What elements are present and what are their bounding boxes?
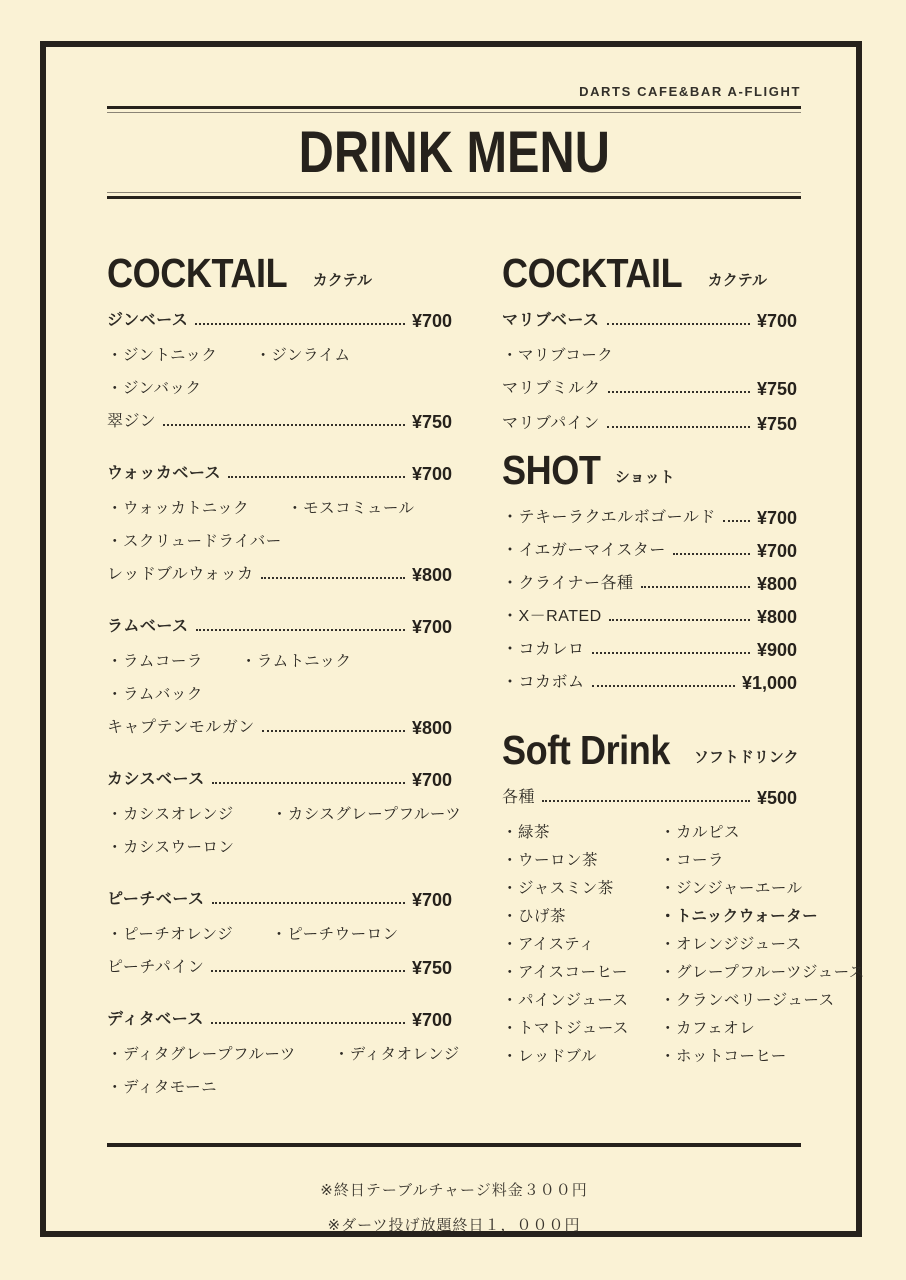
item-label: カシスベース [107,770,205,788]
section-title: Soft Drink [502,726,670,773]
footer-notes [107,1173,801,1243]
item-price: ¥700 [411,769,452,790]
section-heading [502,446,797,493]
dotted-leader [228,476,405,478]
soft-drink-pair-row [502,822,797,843]
dotted-leader [641,586,750,588]
menu-item-row [502,639,797,661]
item-label: ピーチベース [107,890,205,908]
soft-drink-item: ・ひげ茶 [502,907,567,925]
variant-item: ・ジントニック [107,346,218,364]
section-heading [502,249,797,296]
soft-drink-pair-row [502,1046,797,1067]
brand-name: DARTS CAFE&BAR A-FLIGHT [579,84,801,99]
section-heading [107,249,452,296]
item-label: ラムベース [107,617,189,635]
soft-drink-pair-row [502,990,835,1011]
item-price: ¥750 [756,413,797,434]
menu-item-row [107,717,452,739]
section-subtitle: カクテル [707,271,768,289]
menu-item-row [502,413,797,435]
item-label: ウォッカベース [107,464,222,482]
variant-item: ・ピーチオレンジ [107,925,234,943]
dotted-leader [592,652,750,654]
variant-item: ・ピーチウーロン [271,925,399,943]
menu-item-row [502,507,797,529]
soft-drink-item: ・トニックウォーター [660,907,819,925]
variant-item: ・カシスウーロン [107,838,235,856]
section-title: COCKTAIL [107,249,288,296]
variant-row [107,378,452,400]
section-cocktail-right [502,249,797,435]
soft-drink-pair-row [502,878,803,899]
item-price: ¥500 [756,787,797,808]
dotted-leader [262,730,405,732]
menu-item-row [107,616,452,638]
item-label: ・クライナー各種 [502,574,634,592]
footer-note: ※ダーツ投げ放題終日１，０００円 [327,1217,581,1234]
soft-drink-pair-row [502,934,802,955]
menu-column-left [107,249,462,1110]
item-label: ピーチパイン [107,958,205,976]
item-price: ¥750 [411,957,452,978]
soft-drink-item: ・レッドブル [502,1047,597,1065]
menu-block [107,769,462,859]
soft-drink-item: ・クランベリージュース [660,991,835,1009]
soft-drink-item: ・ウーロン茶 [502,851,599,869]
menu-item-row [107,769,452,791]
item-label: ・イエガーマイスター [502,541,666,559]
menu-item-row [502,672,797,694]
menu-item-row [502,540,797,562]
item-price: ¥900 [756,639,797,660]
item-price: ¥800 [756,606,797,627]
menu-item-row [502,606,797,628]
rule-thick-line [107,196,801,199]
soft-drink-item: ・カルピス [660,823,741,841]
menu-header [107,84,801,199]
item-price: ¥700 [411,889,452,910]
soft-drink-pair-row [502,962,865,983]
menu-block [107,616,452,739]
soft-drink-item: ・パインジュース [502,991,629,1009]
menu-content [107,84,865,1110]
variant-row [107,651,452,673]
section-subtitle: ソフトドリンク [693,748,799,766]
variant-item: ・ラムバック [107,685,203,703]
section-title: COCKTAIL [502,249,683,296]
soft-drink-item: ・コーラ [660,851,725,869]
variant-item: ・ラムトニック [240,652,352,670]
item-label: ・コカボム [502,673,585,691]
item-label: ディタベース [107,1010,204,1028]
item-label: マリブパイン [502,414,600,432]
item-label: ・X－RATED [502,607,602,625]
soft-drink-item: ・ジャスミン茶 [502,879,614,897]
variant-item: ・ジンライム [255,346,351,364]
soft-drink-item: ・緑茶 [502,823,551,841]
item-label: ジンベース [107,311,189,329]
variant-item: ・ディタオレンジ [333,1045,460,1063]
section-subtitle: カクテル [312,271,373,289]
soft-drink-item: ・トマトジュース [502,1019,629,1037]
menu-item-row [107,564,452,586]
dotted-leader [211,1022,405,1024]
variant-row [107,837,452,859]
item-price: ¥700 [756,507,797,528]
section-cocktail-left [107,249,462,1099]
item-price: ¥800 [756,573,797,594]
soft-drink-pair-row [502,850,797,871]
menu-item-row [107,411,452,433]
rule-thin-line [107,112,801,113]
soft-drink-item: ・カフェオレ [660,1019,756,1037]
menu-block [107,310,452,433]
footer-rule [107,1143,801,1147]
dotted-leader [608,391,750,393]
soft-drink-item: ・アイスティ [502,935,595,953]
dotted-leader [609,619,750,621]
item-price: ¥700 [411,616,452,637]
header-double-rule-top [107,106,801,113]
menu-block [502,787,865,1067]
variant-row [107,345,452,367]
menu-columns [107,249,865,1110]
variant-item: ・ラムコーラ [107,652,203,670]
item-label: ・コカレロ [502,640,585,658]
menu-item-row [107,889,452,911]
item-label: キャプテンモルガン [107,718,255,736]
dotted-leader [607,323,750,325]
page-title: DRINK MENU [298,120,610,185]
header-double-rule-bottom [107,192,801,199]
menu-item-row [502,573,797,595]
dotted-leader [195,323,405,325]
variant-item: ・ジンバック [107,379,202,397]
item-label: マリブベース [502,311,600,329]
menu-item-row [107,957,452,979]
section-soft [502,726,865,1067]
item-label: レッドブルウォッカ [107,565,254,583]
item-label: 翠ジン [107,412,157,430]
item-price: ¥750 [756,378,797,399]
item-price: ¥800 [411,717,452,738]
menu-block [107,463,452,586]
dotted-leader [607,426,750,428]
menu-item-row [502,310,797,332]
menu-block [502,507,797,694]
variant-item: ・カシスオレンジ [107,805,234,823]
menu-block [107,1009,460,1099]
soft-drink-item: ・アイスコーヒー [502,963,628,981]
dotted-leader [261,577,405,579]
variant-row [502,345,797,367]
menu-item-row [107,463,452,485]
dotted-leader [723,520,750,522]
item-price: ¥700 [411,1009,452,1030]
soft-drink-pair-row [502,1018,797,1039]
item-label: 各種 [502,788,536,806]
item-price: ¥1,000 [741,672,797,693]
dotted-leader [211,970,405,972]
dotted-leader [212,782,405,784]
soft-drink-item: ・オレンジジュース [660,935,802,953]
variant-row [107,1077,452,1099]
variant-item: ・ディタグレープフルーツ [107,1045,296,1063]
item-label: ・テキーラクエルボゴールド [502,508,716,526]
menu-column-right [502,249,865,1074]
item-price: ¥750 [411,411,452,432]
menu-item-row [107,310,452,332]
item-price: ¥700 [756,310,797,331]
dotted-leader [673,553,750,555]
item-price: ¥700 [411,463,452,484]
variant-item: ・マリブコーク [502,346,614,364]
variant-item: ・カシスグレープフルーツ [271,805,462,823]
variant-item: ・スクリュードライバー [107,532,282,550]
variant-row [107,531,452,553]
item-price: ¥700 [756,540,797,561]
rule-thin-line [107,192,801,193]
variant-row [107,1044,460,1066]
title-wrap [107,120,801,185]
rule-thick-line [107,106,801,109]
item-price: ¥800 [411,564,452,585]
menu-footer [107,1143,801,1243]
footer-note: ※終日テーブルチャージ料金３００円 [320,1182,588,1199]
soft-drink-item: ・グレープフルーツジュース [660,963,865,981]
variant-row [107,498,452,520]
variant-item: ・ディタモーニ [107,1078,218,1096]
variant-item: ・モスコミュール [287,499,415,517]
section-shot [502,446,797,694]
item-label: マリブミルク [502,379,601,397]
soft-drink-pair-row [502,906,819,927]
menu-block [107,889,452,979]
section-title: SHOT [502,446,601,493]
section-subtitle: ショット [614,468,675,486]
dotted-leader [196,629,405,631]
variant-row [107,804,462,826]
dotted-leader [592,685,735,687]
variant-item: ・ウォッカトニック [107,499,250,517]
section-heading [502,726,799,773]
dotted-leader [163,424,405,426]
menu-item-row [502,378,797,400]
dotted-leader [212,902,405,904]
dotted-leader [542,800,750,802]
variant-row [107,924,452,946]
menu-item-row [502,787,797,809]
soft-drink-item: ・ジンジャーエール [660,879,803,897]
variant-row [107,684,452,706]
soft-drink-item: ・ホットコーヒー [660,1047,787,1065]
menu-block [502,310,797,435]
menu-item-row [107,1009,452,1031]
item-price: ¥700 [411,310,452,331]
